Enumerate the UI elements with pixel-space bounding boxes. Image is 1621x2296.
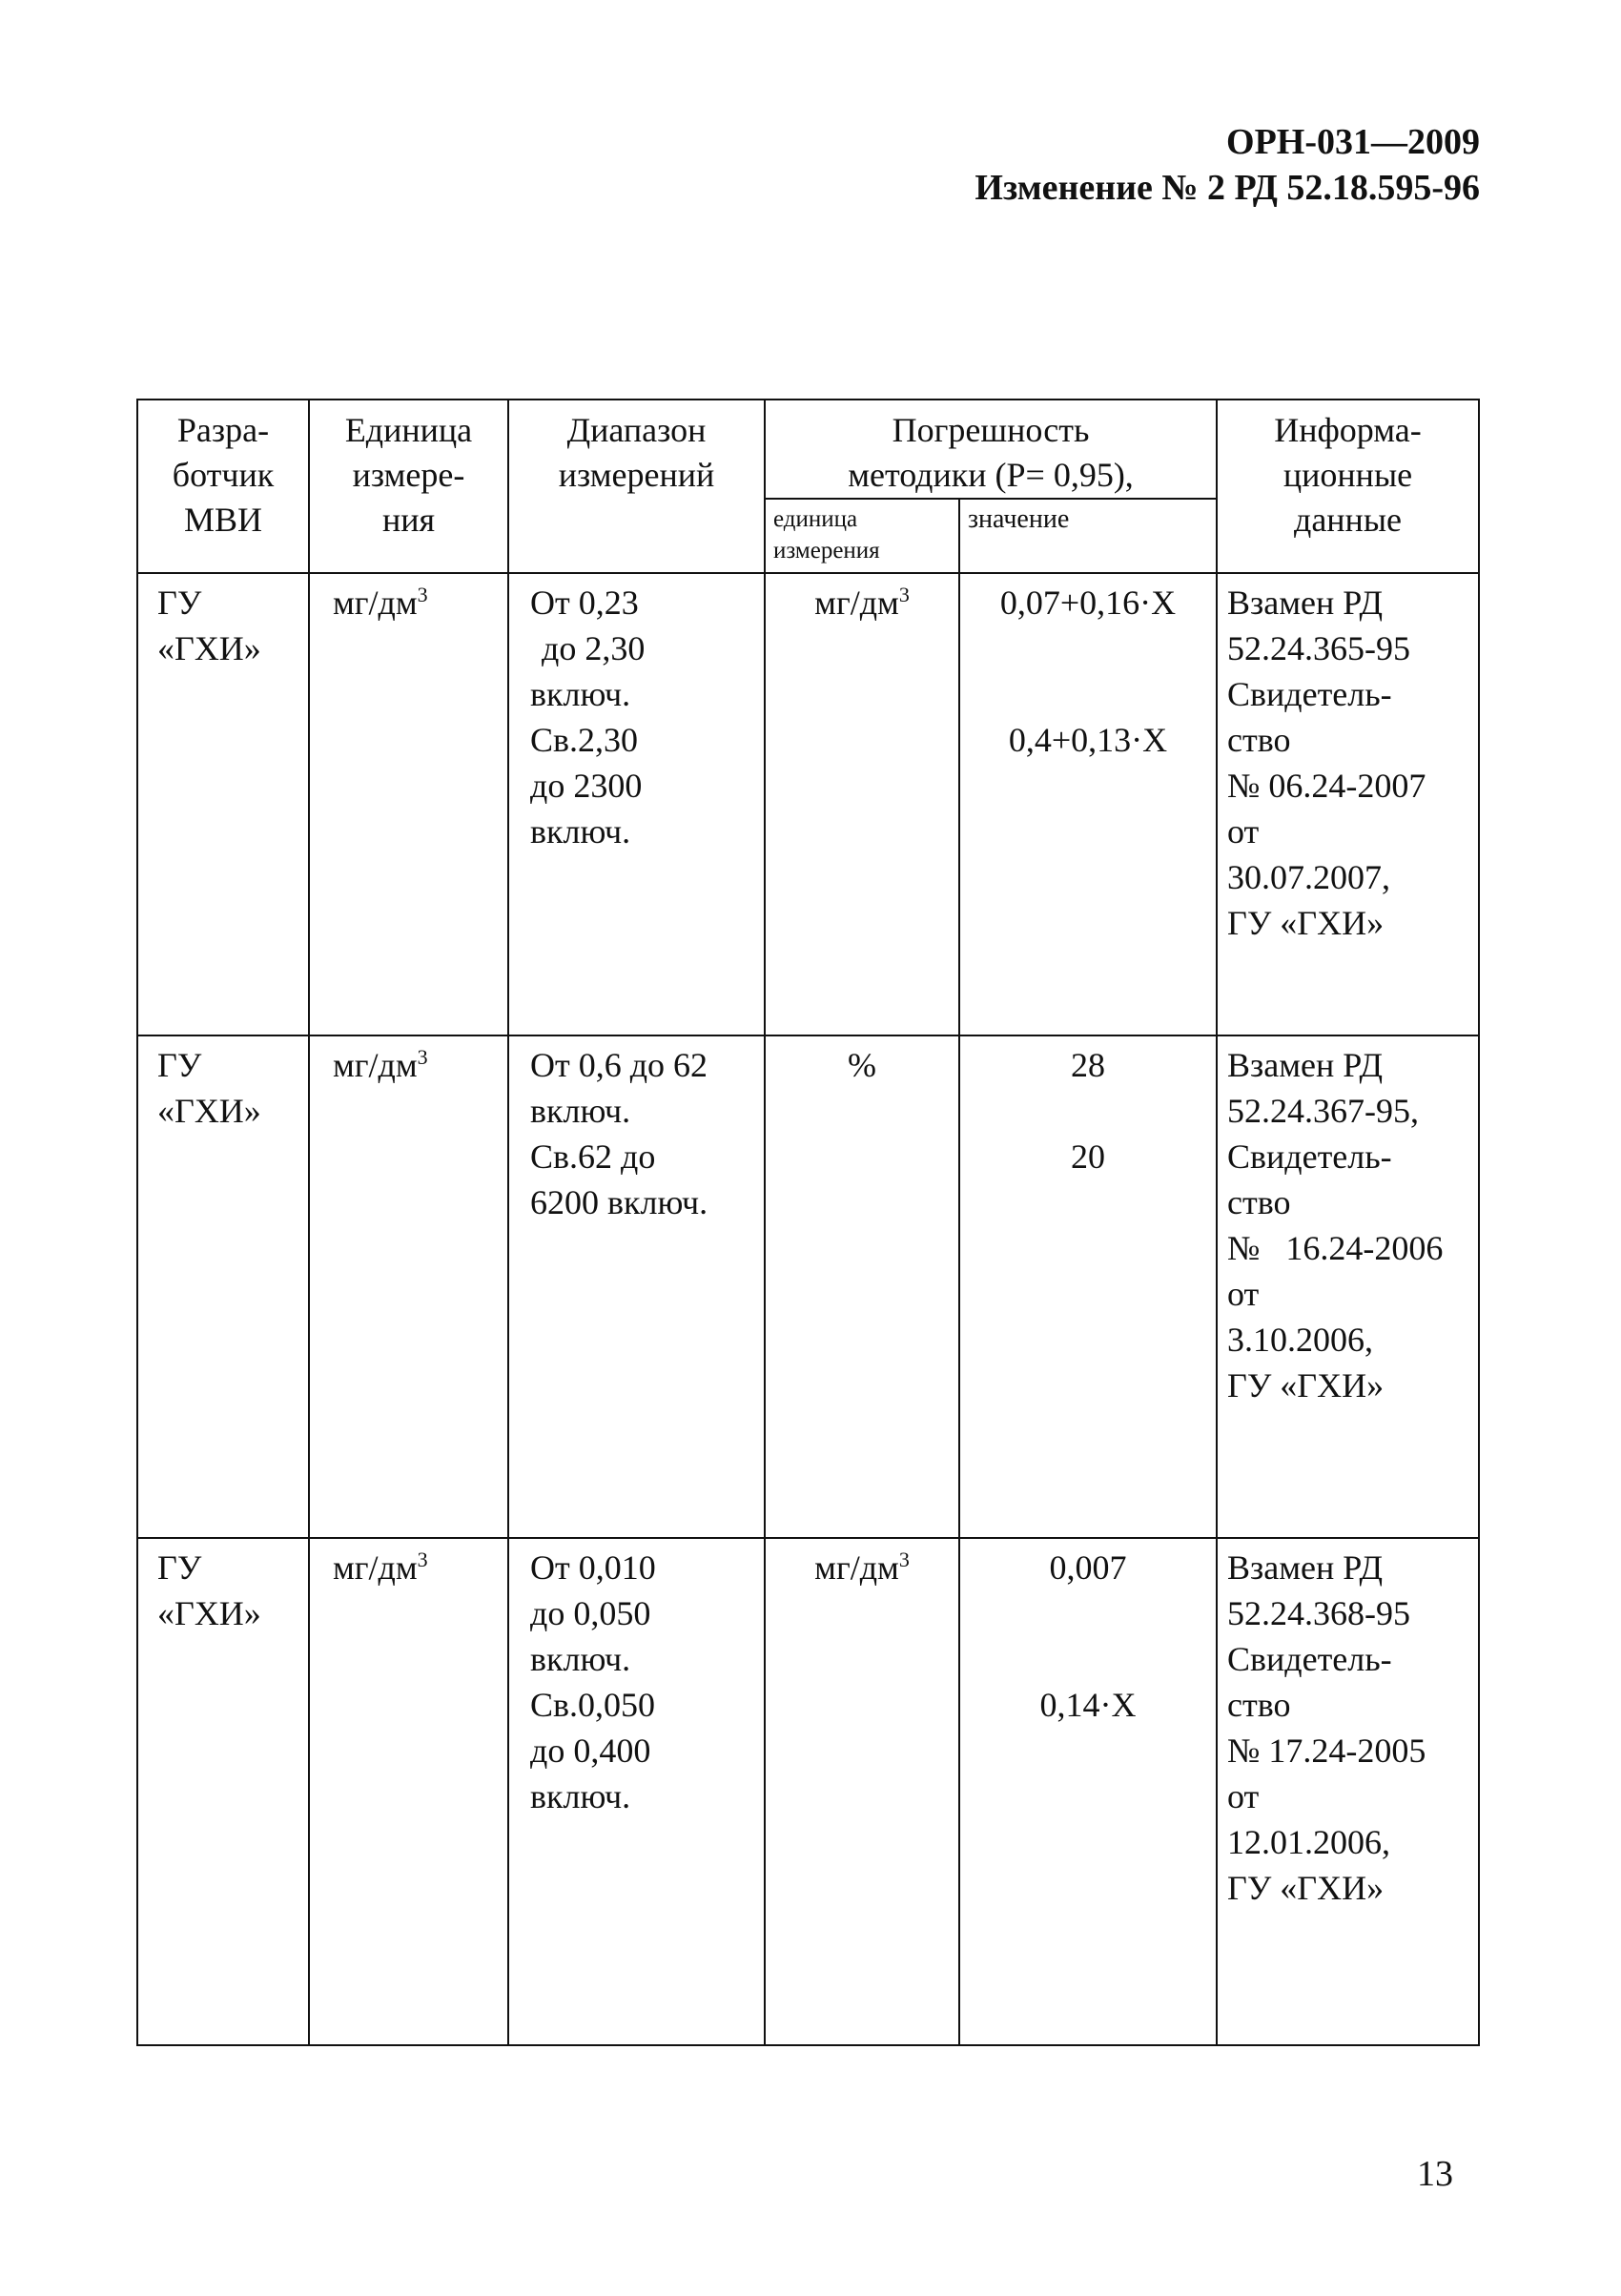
- table-row: [137, 573, 1479, 1035]
- cell-developer: ГУ «ГХИ»: [137, 573, 309, 1035]
- cell-error-value: 28 20: [959, 1035, 1217, 1538]
- cell-error-unit: %: [765, 1035, 959, 1538]
- cell-range: От 0,6 до 62 включ. Св.62 до 6200 включ.: [508, 1035, 765, 1538]
- cell-range: От 0,010 до 0,050 включ. Св.0,050 до 0,400 включ.: [508, 1538, 765, 2045]
- cell-unit: $мг/дм^3$: [309, 573, 508, 1035]
- table-header-row: [137, 400, 1479, 499]
- cell-error-value: 0,07+0,16·Х 0,4+0,13·Х: [959, 573, 1217, 1035]
- header-error-value: значение: [959, 499, 1217, 573]
- methods-table: [136, 399, 1480, 2046]
- cell-developer: ГУ «ГХИ»: [137, 1035, 309, 1538]
- header-info: Информа- ционные данные: [1217, 400, 1479, 573]
- header-error: Погрешность методики (Р= 0,95),: [765, 400, 1217, 499]
- header-range: Диапазон измерений: [508, 400, 765, 573]
- header-developer: Разра- ботчик МВИ: [137, 400, 309, 573]
- cell-error-value: 0,007 0,14·Х: [959, 1538, 1217, 2045]
- change-reference: Изменение № 2 РД 52.18.595-96: [975, 168, 1480, 208]
- header-error-unit: единица измерения: [765, 499, 959, 573]
- cell-range: От 0,23 до 2,30 включ. Св.2,30 до 2300 включ.: [508, 573, 765, 1035]
- document-code: ОРН-031—2009: [1226, 122, 1480, 162]
- cell-unit: $мг/дм^3$: [309, 1035, 508, 1538]
- header-unit: Единица измере- ния: [309, 400, 508, 573]
- cell-info: Взамен РД 52.24.368-95 Свидетель- ство № 17.24-2005 от 12.01.2006, ГУ «ГХИ»: [1217, 1538, 1479, 2045]
- cell-error-unit: $мг/дм^3$: [765, 1538, 959, 2045]
- cell-developer: ГУ «ГХИ»: [137, 1538, 309, 2045]
- cell-info: Взамен РД 52.24.365-95 Свидетель- ство № 06.24-2007 от 30.07.2007, ГУ «ГХИ»: [1217, 573, 1479, 1035]
- table-row: [137, 1035, 1479, 1538]
- document-header: [975, 119, 1480, 211]
- cell-unit: $мг/дм^3$: [309, 1538, 508, 2045]
- table-row: [137, 1538, 1479, 2045]
- cell-info: Взамен РД 52.24.367-95, Свидетель- ство № 16.24-2006 от 3.10.2006, ГУ «ГХИ»: [1217, 1035, 1479, 1538]
- cell-error-unit: $мг/дм^3$: [765, 573, 959, 1035]
- page-number: 13: [1417, 2154, 1453, 2194]
